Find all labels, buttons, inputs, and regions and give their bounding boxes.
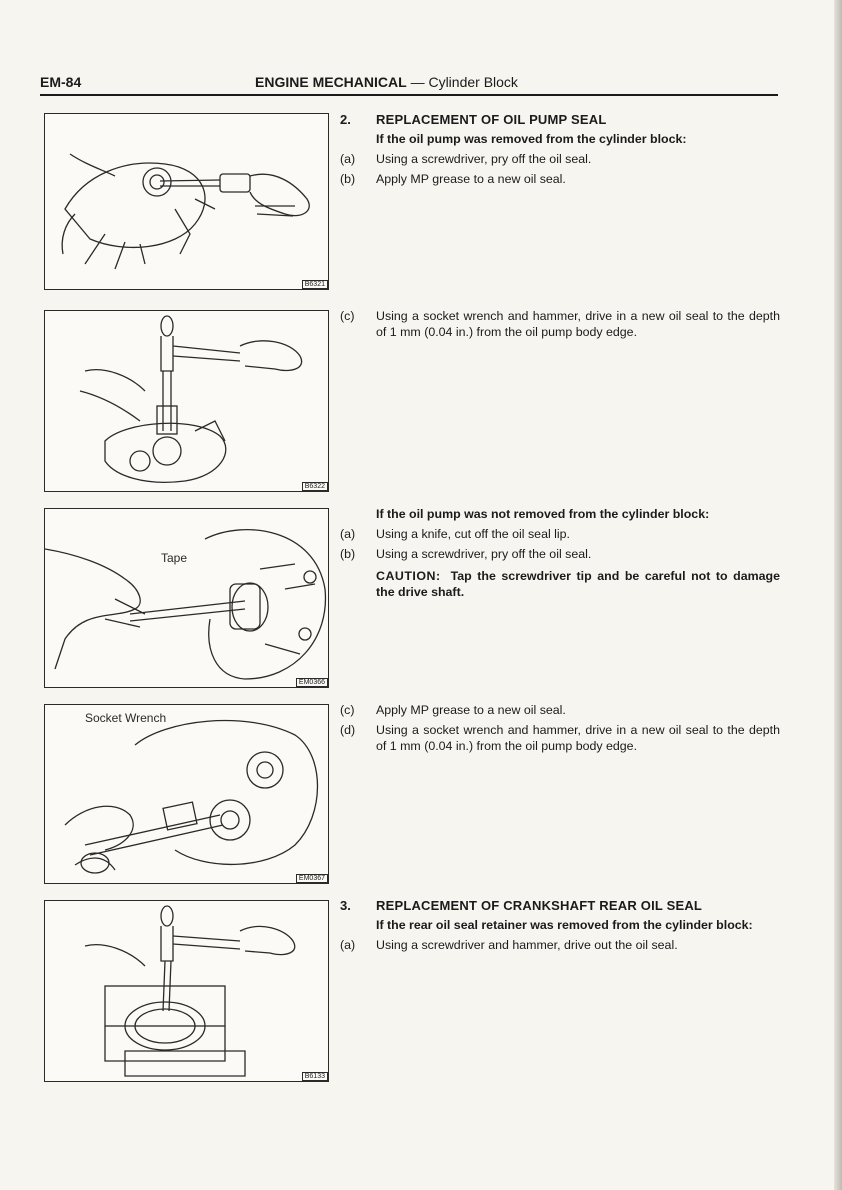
step-text: Using a screwdriver, pry off the oil seal. — [376, 152, 592, 166]
figure-code: B6321 — [302, 280, 328, 289]
step-letter: (d) — [340, 723, 356, 737]
figure-2-illustration — [45, 311, 328, 491]
figure-oil-seal-install — [44, 310, 329, 492]
step-letter: (c) — [340, 309, 355, 323]
step-2d-alt — [340, 722, 780, 754]
step-text: Apply MP grease to a new oil seal. — [376, 172, 566, 186]
figure-code: B6133 — [302, 1072, 328, 1081]
section-2-intro — [340, 112, 780, 187]
figure-socket-wrench — [44, 704, 329, 884]
step-letter: (c) — [340, 703, 355, 717]
section-2-step-c — [340, 308, 780, 340]
step-letter: (a) — [340, 938, 356, 952]
figure-1-illustration — [45, 114, 328, 289]
section-3-condition: If the rear oil seal retainer was removed from the cylinder block: — [376, 918, 753, 932]
section-2-condition-removed: If the oil pump was removed from the cylinder block: — [376, 132, 687, 146]
step-text: Using a socket wrench and hammer, drive in a new oil seal to the depth of 1 mm (0.04 in.) from the oil pump body edge. — [376, 309, 780, 339]
section-3 — [340, 898, 780, 953]
figure-code: EM0366 — [296, 678, 328, 687]
figure-label-tape: Tape — [161, 551, 188, 565]
section-2-steps-cd — [340, 702, 780, 754]
figure-4-illustration — [45, 705, 328, 883]
step-2c-alt — [340, 702, 780, 718]
section-2-title: REPLACEMENT OF OIL PUMP SEAL — [376, 112, 607, 127]
step-2b-alt — [340, 546, 780, 562]
step-text: Apply MP grease to a new oil seal. — [376, 703, 566, 717]
section-3-title: REPLACEMENT OF CRANKSHAFT REAR OIL SEAL — [376, 898, 703, 913]
header-title — [255, 74, 518, 90]
figure-rear-oil-seal — [44, 900, 329, 1082]
figure-tape-screwdriver — [44, 508, 329, 688]
header-dash: — — [410, 74, 425, 90]
section-2-condition-not-removed: If the oil pump was not removed from the cylinder block: — [376, 507, 710, 521]
page-code: EM-84 — [40, 74, 82, 90]
figure-label-socket-wrench: Socket Wrench — [85, 711, 167, 725]
step-text: Using a screwdriver and hammer, drive out the oil seal. — [376, 938, 678, 952]
section-2-not-removed — [340, 506, 780, 600]
step-2b — [340, 171, 780, 187]
caution-note — [340, 568, 780, 600]
page-edge-shadow — [834, 0, 842, 1190]
header-subsection: Cylinder Block — [428, 74, 518, 90]
step-3a — [340, 937, 780, 953]
step-text: Using a socket wrench and hammer, drive in a new oil seal to the depth of 1 mm (0.04 in.) from the oil pump body edge. — [376, 723, 780, 753]
header-section: ENGINE MECHANICAL — [255, 74, 407, 90]
step-text: Using a screwdriver, pry off the oil seal. — [376, 547, 592, 561]
page-header — [40, 74, 778, 96]
step-letter: (a) — [340, 152, 356, 166]
section-3-number: 3. — [340, 898, 351, 913]
step-letter: (b) — [340, 547, 356, 561]
figure-5-illustration — [45, 901, 328, 1081]
step-2a-alt — [340, 526, 780, 542]
caution-label: CAUTION: — [376, 569, 441, 583]
step-letter: (b) — [340, 172, 356, 186]
section-2-number: 2. — [340, 112, 351, 127]
step-text: Using a knife, cut off the oil seal lip. — [376, 527, 570, 541]
figure-oil-pump-pry — [44, 113, 329, 290]
step-2a — [340, 151, 780, 167]
step-letter: (a) — [340, 527, 356, 541]
figure-code: EM0367 — [296, 874, 328, 883]
figure-3-illustration — [45, 509, 328, 687]
caution-text: Tap the screwdriver tip and be careful not to damage the drive shaft. — [376, 569, 780, 599]
figure-code: B6322 — [302, 482, 328, 491]
step-2c — [340, 308, 780, 340]
